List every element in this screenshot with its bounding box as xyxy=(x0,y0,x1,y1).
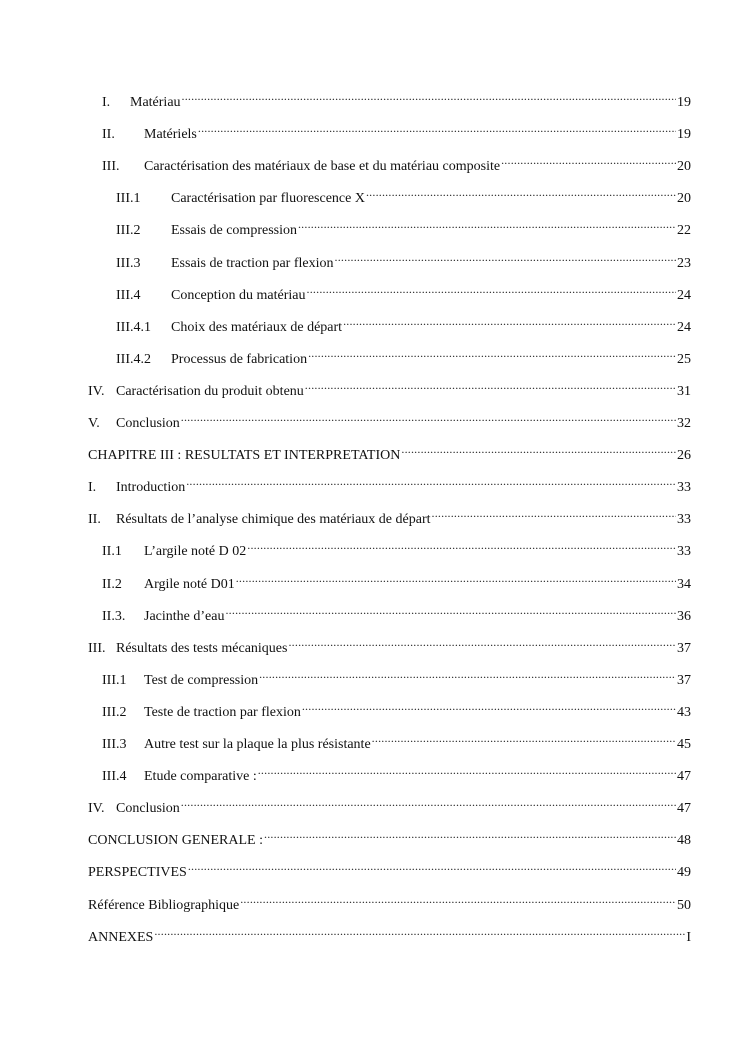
toc-entry-page-number: 19 xyxy=(677,127,691,143)
dot-leader xyxy=(501,150,676,170)
toc-entry-page-number: 33 xyxy=(677,480,691,496)
toc-entry-page-number: 22 xyxy=(677,223,691,239)
toc-entry-title: Argile noté D01 xyxy=(144,576,235,592)
toc-entry-page-number: I xyxy=(686,929,691,945)
dot-leader xyxy=(307,279,676,299)
toc-entry[interactable] xyxy=(88,856,691,881)
toc-entry-number: II. xyxy=(102,127,115,143)
dot-leader xyxy=(181,407,676,427)
dot-leader xyxy=(432,503,676,523)
toc-entry-title: Conclusion xyxy=(116,416,180,431)
toc-entry-page-number: 49 xyxy=(677,865,691,881)
toc-entry-page-number: 47 xyxy=(677,801,691,817)
toc-entry-number: II.2 xyxy=(102,576,122,592)
toc-entry-page-number: 34 xyxy=(677,576,691,592)
dot-leader xyxy=(366,182,676,202)
toc-entry[interactable] xyxy=(102,86,691,110)
toc-entry-title: CHAPITRE III : RESULTATS ET INTERPRETATION xyxy=(88,448,401,464)
toc-entry[interactable] xyxy=(88,632,691,656)
toc-entry-title: Processus de fabrication xyxy=(171,351,308,367)
toc-entry-page-number: 24 xyxy=(677,287,691,303)
dot-leader xyxy=(258,760,676,780)
toc-entry-title: Test de compression xyxy=(144,672,259,688)
toc-entry[interactable] xyxy=(88,439,691,464)
toc-entry-title: Choix des matériaux de départ xyxy=(171,319,343,335)
dot-leader xyxy=(335,247,676,267)
toc-entry-title: Matériels xyxy=(144,127,197,143)
toc-entry-title: Introduction xyxy=(116,480,186,496)
toc-entry-page-number: 37 xyxy=(677,640,691,656)
toc-entry-page-number: 48 xyxy=(677,833,691,849)
toc-entry-page-number: 33 xyxy=(677,512,691,528)
toc-entry-page-number: 37 xyxy=(677,672,691,688)
toc-entry-title: Caractérisation des matériaux de base et du matériau composite xyxy=(144,159,501,175)
toc-entry-number: III. xyxy=(88,640,106,656)
dot-leader xyxy=(188,856,676,876)
toc-entry[interactable] xyxy=(88,471,691,496)
toc-entry-page-number: 45 xyxy=(677,737,691,752)
toc-entry-title: Résultats des tests mécaniques xyxy=(116,640,288,656)
toc-entry[interactable] xyxy=(88,921,691,945)
dot-leader xyxy=(236,568,676,588)
dot-leader xyxy=(302,696,676,716)
toc-entry[interactable] xyxy=(88,503,691,528)
toc-entry-title: Conception du matériau xyxy=(171,287,306,303)
toc-entry-page-number: 36 xyxy=(677,608,691,624)
dot-leader xyxy=(305,375,676,395)
toc-entry-number: I. xyxy=(88,480,97,496)
toc-entry-number: V. xyxy=(88,416,100,431)
toc-entry-title: Caractérisation par fluorescence X xyxy=(171,191,365,207)
toc-entry-title: Essais de traction par flexion xyxy=(171,255,334,271)
toc-entry[interactable] xyxy=(116,279,691,303)
dot-leader xyxy=(259,664,676,684)
toc-entry-title: Autre test sur la plaque la plus résistante xyxy=(144,737,371,752)
toc-entry-page-number: 20 xyxy=(677,159,691,175)
toc-entry-page-number: 26 xyxy=(677,448,691,464)
toc-entry[interactable] xyxy=(102,150,691,175)
toc-entry-page-number: 33 xyxy=(677,544,691,560)
dot-leader xyxy=(372,728,676,748)
dot-leader xyxy=(186,471,676,491)
toc-entry[interactable] xyxy=(88,889,691,913)
toc-entry-title: L’argile noté D 02 xyxy=(144,544,247,560)
toc-entry-number: III.2 xyxy=(102,704,127,720)
toc-entry[interactable] xyxy=(102,664,691,688)
toc-entry-number: III.3 xyxy=(116,255,141,271)
toc-entry[interactable] xyxy=(102,118,691,143)
toc-entry-title: CONCLUSION GENERALE : xyxy=(88,833,263,849)
toc-entry-number: II.1 xyxy=(102,544,122,560)
toc-entry[interactable] xyxy=(102,568,691,592)
toc-entry-page-number: 25 xyxy=(677,351,691,367)
dot-leader xyxy=(298,214,676,234)
toc-entry[interactable] xyxy=(116,311,691,335)
toc-entry-number: II. xyxy=(88,512,101,528)
toc-entry-number: III.2 xyxy=(116,223,141,239)
toc-entry-page-number: 32 xyxy=(677,416,691,431)
dot-leader xyxy=(401,439,676,459)
dot-leader xyxy=(288,632,676,652)
toc-entry-number: III. xyxy=(102,159,120,175)
dot-leader xyxy=(240,889,676,909)
toc-entry-title: Référence Bibliographique xyxy=(88,897,240,913)
toc-entry[interactable] xyxy=(102,535,691,560)
toc-entry[interactable] xyxy=(88,407,691,431)
toc-entry-number: II.3. xyxy=(102,608,126,624)
toc-entry-number: III.3 xyxy=(102,737,127,752)
toc-entry-number: III.4 xyxy=(102,769,127,785)
dot-leader xyxy=(308,343,676,363)
toc-entry-title: Teste de traction par flexion xyxy=(144,704,301,720)
toc-entry-number: IV. xyxy=(88,801,105,817)
toc-entry-page-number: 20 xyxy=(677,191,691,207)
toc-entry-number: IV. xyxy=(88,383,105,399)
toc-entry[interactable] xyxy=(116,182,691,207)
toc-entry-title: Conclusion xyxy=(116,801,180,817)
toc-entry-title: Essais de compression xyxy=(171,223,297,239)
dot-leader xyxy=(247,535,676,555)
dot-leader xyxy=(182,86,676,106)
dot-leader xyxy=(264,824,676,844)
toc-entry-title: Résultats de l’analyse chimique des matériaux de départ xyxy=(116,512,431,528)
toc-entry-number: III.4.1 xyxy=(116,319,151,335)
toc-entry-title: ANNEXES xyxy=(88,929,154,945)
toc-entry[interactable] xyxy=(102,600,691,624)
toc-entry-title: Etude comparative : xyxy=(144,769,257,785)
toc-entry[interactable] xyxy=(88,792,691,817)
toc-entry[interactable] xyxy=(116,343,691,367)
toc-entry-number: III.4.2 xyxy=(116,351,151,367)
dot-leader xyxy=(181,792,676,812)
toc-entry-title: Caractérisation du produit obtenu xyxy=(116,383,304,399)
dot-leader xyxy=(225,600,676,620)
toc-entry-title: PERSPECTIVES xyxy=(88,865,187,881)
dot-leader xyxy=(198,118,676,138)
toc-entry[interactable] xyxy=(116,214,691,239)
toc-entry-title: Jacinthe d’eau xyxy=(144,608,225,624)
toc-entry[interactable] xyxy=(88,375,691,399)
toc-entry[interactable] xyxy=(102,696,691,720)
toc-entry[interactable] xyxy=(102,728,691,752)
toc-entry-page-number: 50 xyxy=(677,897,691,913)
toc-entry-page-number: 19 xyxy=(677,95,691,110)
toc-entry-number: III.4 xyxy=(116,287,141,303)
toc-entry[interactable] xyxy=(102,760,691,785)
toc-entry-number: I. xyxy=(102,95,111,110)
toc-entry-number: III.1 xyxy=(116,191,141,207)
toc-entry[interactable] xyxy=(116,247,691,271)
toc-entry-page-number: 31 xyxy=(677,383,691,399)
toc-entry-number: III.1 xyxy=(102,672,127,688)
toc-entry-page-number: 43 xyxy=(677,704,691,720)
toc-entry-page-number: 24 xyxy=(677,319,691,335)
toc-entry-title: Matériau xyxy=(130,95,181,110)
toc-entry-page-number: 47 xyxy=(677,769,691,785)
dot-leader xyxy=(154,921,685,941)
dot-leader xyxy=(343,311,676,331)
toc-entry[interactable] xyxy=(88,824,691,849)
toc-entry-page-number: 23 xyxy=(677,255,691,271)
